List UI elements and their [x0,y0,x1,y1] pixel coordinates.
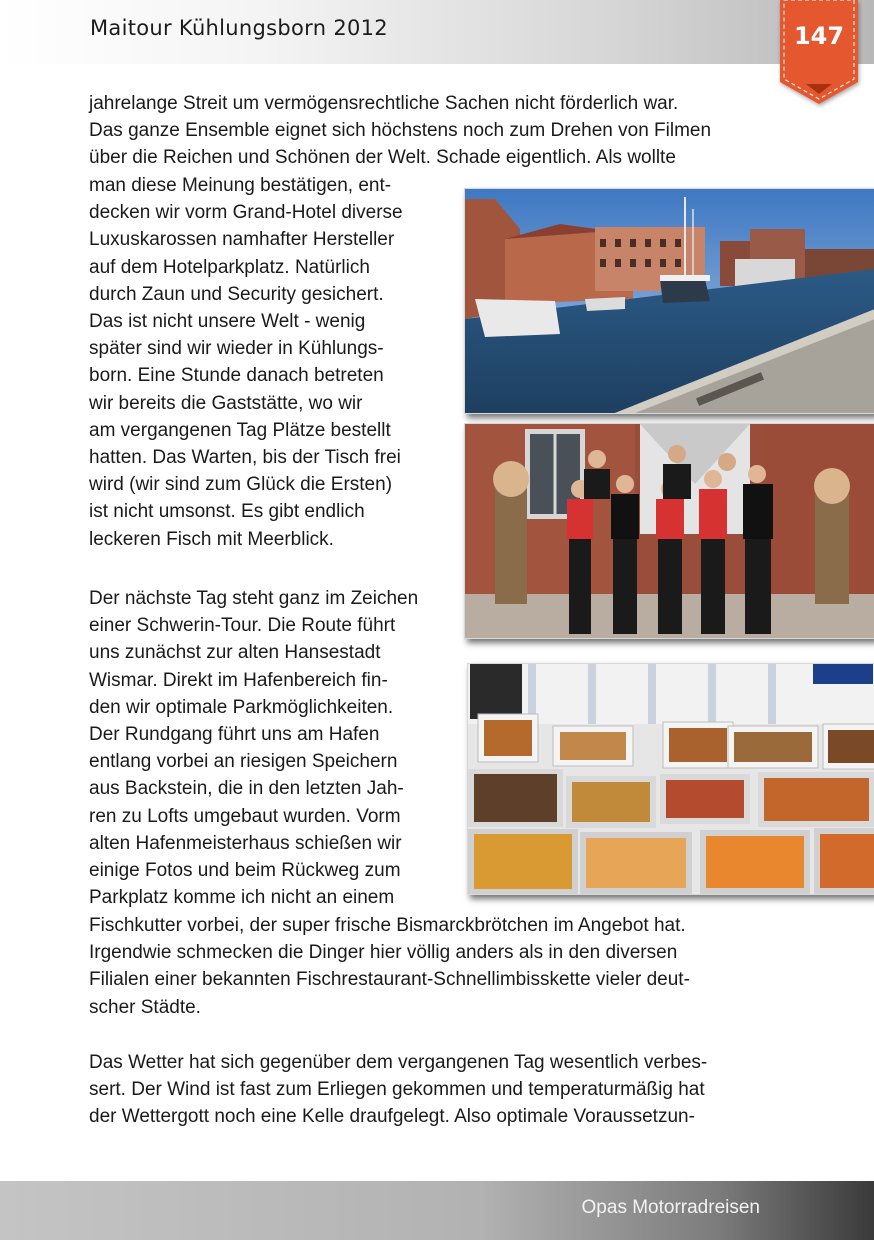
paragraph-2-column [89,585,446,911]
text-line: Wismar. Direkt im Hafenbereich fin- [89,669,388,691]
text-line: aus Backstein, die in den letzten Jah- [89,778,404,800]
paragraph-2-bottom [89,912,785,1021]
text-line: am vergangenen Tag Plätze bestellt [89,419,391,441]
page-number-ribbon [780,0,858,104]
text-line: jahrelange Streit um vermögensrechtliche Sachen nicht förderlich war. [89,93,679,114]
text-line: später sind wir wieder in Kühlungs- [89,338,384,360]
text-line: decken wir vorm Grand-Hotel diverse [89,202,403,224]
text-line: Filialen einer bekannten Fischrestaurant-Schnellimbisskette vieler deut- [89,969,690,991]
fish-display-photo [467,663,874,895]
text-line: Der nächste Tag steht ganz im Zeichen [89,588,419,609]
group-photo [464,423,874,639]
text-line: sert. Der Wind ist fast zum Erliegen gekommen und temperaturmäßig hat [89,1079,705,1101]
text-line: wir bereits die Gaststätte, wo wir [89,392,363,414]
text-line: Das Wetter hat sich gegenüber dem vergangenen Tag wesentlich verbes- [89,1052,708,1073]
page-title: Maitour Kühlungsborn 2012 [90,16,388,40]
text-line: Luxuskarossen namhafter Hersteller [89,229,395,251]
text-line: ren zu Lofts umgebaut wurden. Vorm [89,805,401,827]
page-number: 147 [793,22,845,50]
text-line: uns zunächst zur alten Hansestadt [89,642,381,664]
paragraph-1-column [89,172,446,553]
text-line: über die Reichen und Schönen der Welt. Schade eigentlich. Als wollte [89,147,676,169]
text-line: den wir optimale Parkmöglichkeiten. [89,696,394,718]
text-line: wird (wir sind zum Glück die Ersten) [89,474,393,496]
harbor-photo [464,188,874,414]
text-line: Das ist nicht unsere Welt - wenig [89,311,366,333]
text-line: Das ganze Ensemble eignet sich höchstens noch zum Drehen von Filmen [89,120,712,142]
text-line: leckeren Fisch mit Meerblick. [89,528,334,550]
footer-label: Opas Motorradreisen [581,1197,760,1218]
text-line: auf dem Hotelparkplatz. Natürlich [89,256,370,278]
text-line: der Wettergott noch eine Kelle draufgelegt. Also optimale Voraussetzun- [89,1106,695,1128]
text-line: alten Hafenmeisterhaus schießen wir [89,832,402,854]
text-line: einige Fotos und beim Rückweg zum [89,860,401,882]
text-line: ist nicht umsonst. Es gibt endlich [89,501,365,523]
text-line: Der Rundgang führt uns am Hafen [89,724,380,746]
paragraph-1-top [89,90,785,172]
text-line: durch Zaun und Security gesichert. [89,283,384,305]
text-line: man diese Meinung bestätigen, ent- [89,175,392,196]
paragraph-3 [89,1049,785,1131]
text-line: entlang vorbei an riesigen Speichern [89,751,398,773]
text-line: hatten. Das Warten, bis der Tisch frei [89,447,401,469]
text-line: born. Eine Stunde danach betreten [89,365,384,387]
text-line: Parkplatz komme ich nicht an einem [89,887,395,909]
text-line: Irgendwie schmecken die Dinger hier völlig anders als in den diversen [89,942,678,964]
text-line: scher Städte. [89,996,201,1018]
text-line: Fischkutter vorbei, der super frische Bismarckbrötchen im Angebot hat. [89,915,686,936]
text-line: einer Schwerin-Tour. Die Route führt [89,615,396,637]
